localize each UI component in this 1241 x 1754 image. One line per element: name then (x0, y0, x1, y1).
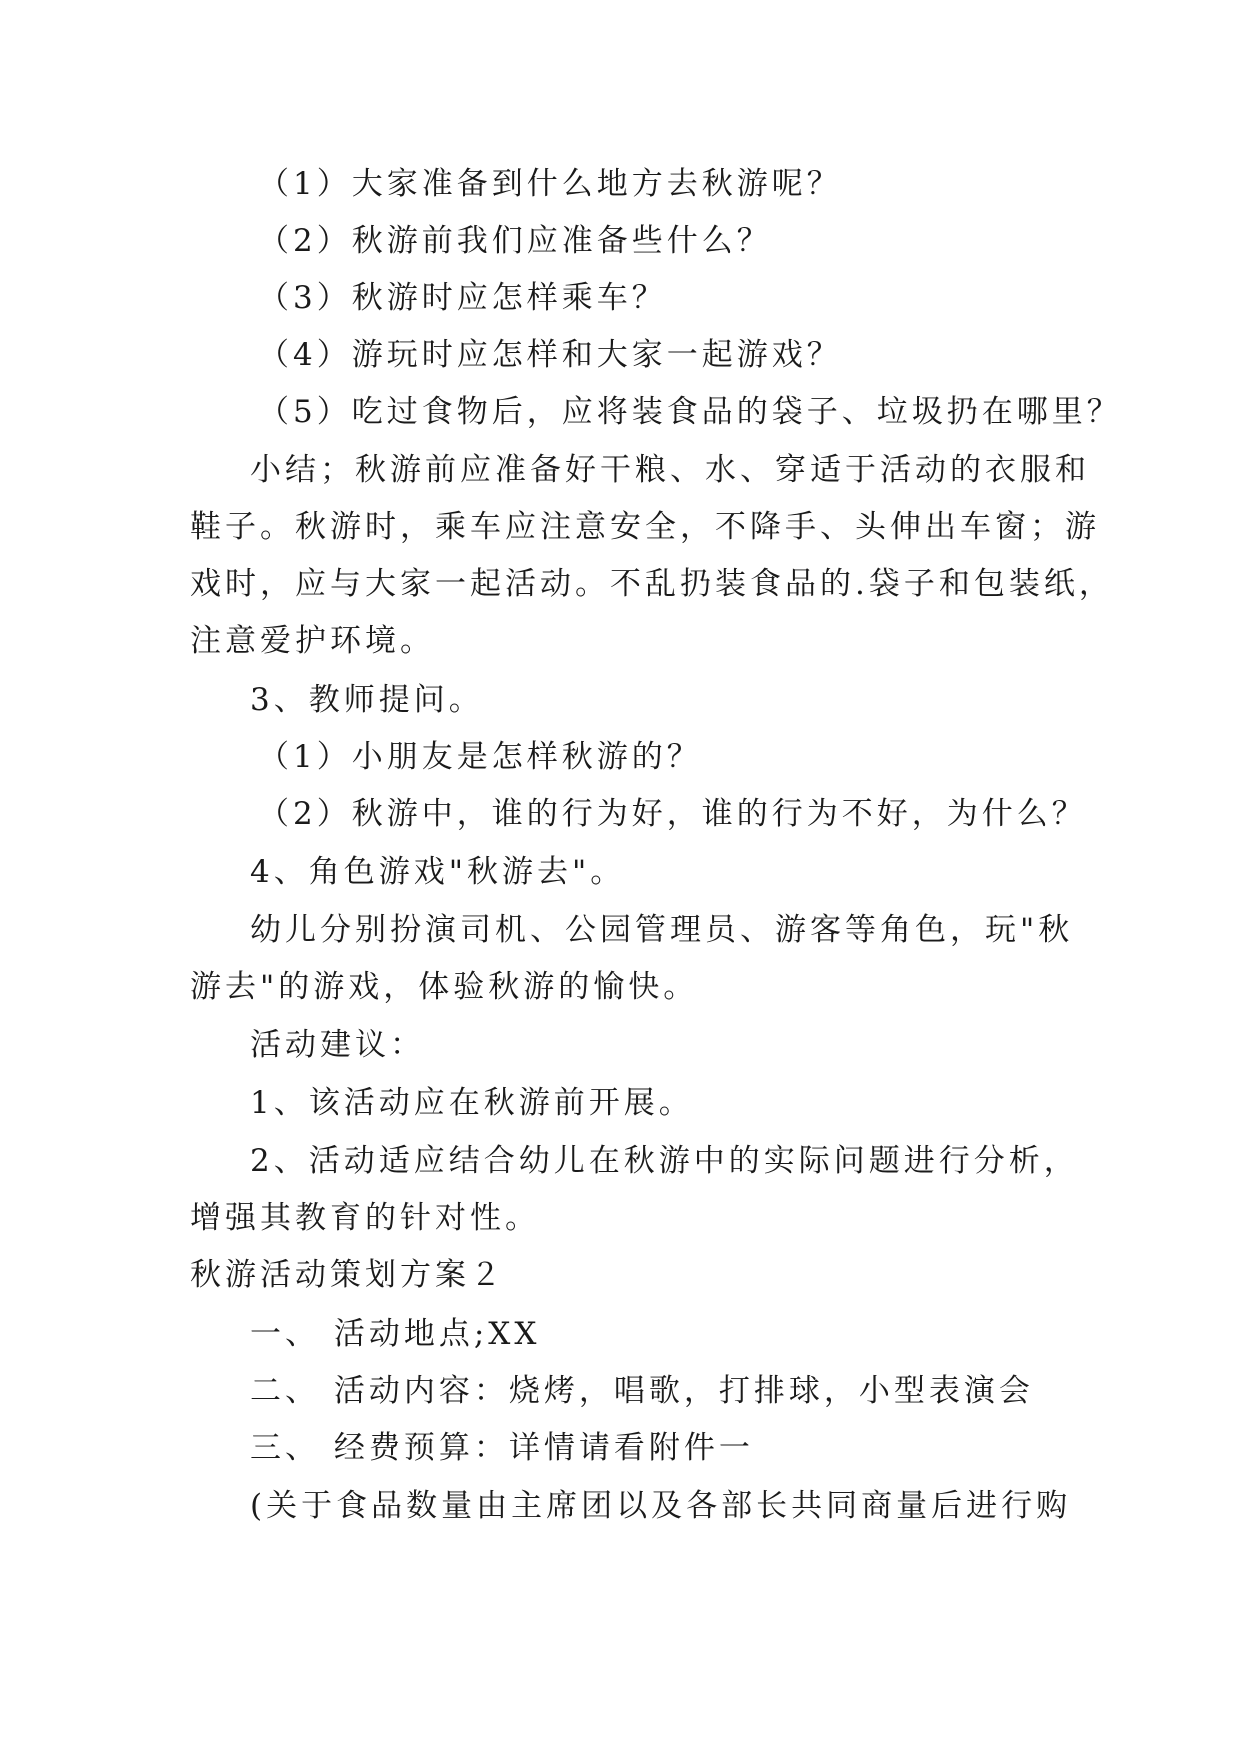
question-line: （5）吃过食物后，应将装食品的袋子、垃圾扔在哪里？ (258, 394, 1122, 430)
suggestion-line: 增强其教育的针对性。 (190, 1200, 540, 1236)
section-heading: 活动建议： (250, 1027, 425, 1063)
suggestion-line: 1、该活动应在秋游前开展。 (250, 1085, 694, 1121)
question-line: （2）秋游中，谁的行为好，谁的行为不好，为什么？ (258, 796, 1087, 832)
plan-item: 一、 活动地点;XX (250, 1316, 541, 1352)
question-line: （3）秋游时应怎样乘车？ (258, 280, 667, 316)
suggestion-line: 2、活动适应结合幼儿在秋游中的实际问题进行分析， (250, 1143, 1079, 1179)
summary-line: 鞋子。秋游时，乘车应注意安全，不降手、头伸出车窗；游 (190, 509, 1100, 545)
section-heading: 3、教师提问。 (250, 682, 484, 718)
question-line: （4）游玩时应怎样和大家一起游戏？ (258, 337, 842, 373)
summary-line: 小结；秋游前应准备好干粮、水、穿适于活动的衣服和 (250, 452, 1090, 488)
paragraph-line: 游去"的游戏，体验秋游的愉快。 (190, 969, 699, 1005)
summary-line: 戏时，应与大家一起活动。不乱扔装食品的.袋子和包装纸， (190, 566, 1114, 602)
question-line: （2）秋游前我们应准备些什么？ (258, 223, 772, 259)
plan-item: 三、 经费预算：详情请看附件一 (250, 1430, 754, 1466)
question-line: （1）小朋友是怎样秋游的？ (258, 739, 702, 775)
plan-note: (关于食品数量由主席团以及各部长共同商量后进行购 (250, 1488, 1072, 1524)
summary-line: 注意爱护环境。 (190, 623, 435, 659)
document-title: 秋游活动策划方案２ (190, 1257, 505, 1293)
question-line: （1）大家准备到什么地方去秋游呢？ (258, 166, 842, 202)
plan-item: 二、 活动内容：烧烤，唱歌，打排球，小型表演会 (250, 1373, 1034, 1409)
section-heading: 4、角色游戏"秋游去"。 (250, 854, 626, 890)
paragraph-line: 幼儿分别扮演司机、公园管理员、游客等角色，玩"秋 (250, 912, 1074, 948)
